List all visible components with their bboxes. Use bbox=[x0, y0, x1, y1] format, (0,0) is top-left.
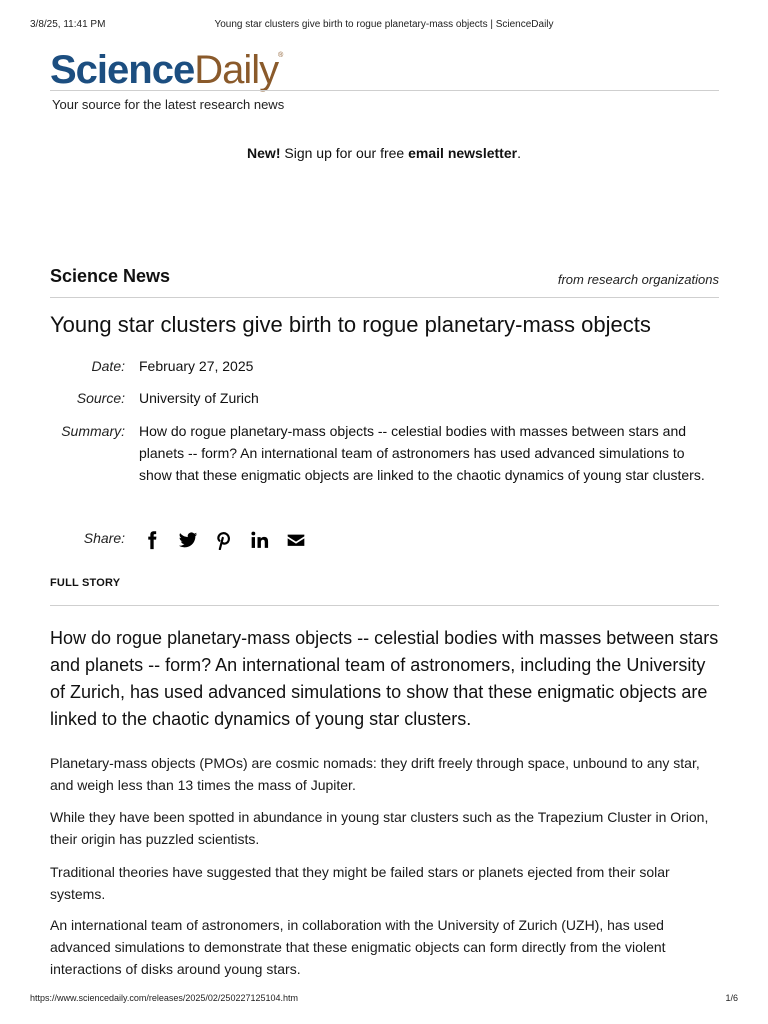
summary-label: Summary: bbox=[61, 423, 125, 439]
article-date: February 27, 2025 bbox=[139, 358, 254, 374]
share-bar bbox=[141, 529, 307, 551]
full-story-divider bbox=[50, 605, 719, 606]
newsletter-promo bbox=[0, 145, 768, 161]
sciencedaily-logo[interactable] bbox=[50, 46, 283, 94]
article-paragraph: While they have been spotted in abundance in young star clusters such as the Trapezium Cluster in Orion, their origin has puzzled scientists. bbox=[50, 809, 709, 847]
newsletter-link[interactable]: email newsletter bbox=[408, 145, 518, 161]
logo-science-text: Science bbox=[50, 48, 195, 92]
twitter-icon[interactable] bbox=[177, 529, 199, 551]
section-divider bbox=[50, 297, 719, 298]
article-source[interactable]: University of Zurich bbox=[139, 390, 259, 406]
print-page-number: 1/6 bbox=[725, 993, 738, 1003]
header-divider bbox=[50, 90, 719, 91]
section-subtitle: from research organizations bbox=[557, 272, 719, 287]
article-lead: How do rogue planetary-mass objects -- celestial bodies with masses between stars and planets -- form? An international team of astronomers, including the University of Zurich, has used advanced simulations to show that these enigmatic objects are linked to the chaotic dynamics of young star clusters. bbox=[50, 628, 719, 729]
facebook-icon[interactable] bbox=[141, 529, 163, 551]
article-paragraph: Planetary-mass objects (PMOs) are cosmic nomads: they drift freely through space, unbound to any star, and weigh less than 13 times the mass of Jupiter. bbox=[50, 755, 700, 793]
full-story-label: FULL STORY bbox=[50, 577, 121, 589]
linkedin-icon[interactable] bbox=[249, 529, 271, 551]
print-timestamp: 3/8/25, 11:41 PM bbox=[30, 19, 106, 30]
article-summary: How do rogue planetary-mass objects -- celestial bodies with masses between stars and planets -- form? An international team of astronomers has used advanced simulations to show that these enigmatic objects are linked to the chaotic dynamics of young star clusters. bbox=[139, 423, 705, 483]
newsletter-text: Sign up for our free bbox=[280, 145, 409, 161]
logo-daily-text: Daily bbox=[194, 48, 279, 92]
article-paragraph: An international team of astronomers, in collaboration with the University of Zurich (UZH), has used advanced simulations to demonstrate that these enigmatic objects can form directly from the violent interactions of disks around young stars. bbox=[50, 917, 666, 977]
share-label: Share: bbox=[83, 530, 125, 546]
source-label: Source: bbox=[76, 390, 125, 406]
date-label: Date: bbox=[91, 358, 125, 374]
site-tagline: Your source for the latest research news bbox=[52, 97, 285, 112]
print-page-title: Young star clusters give birth to rogue planetary-mass objects | ScienceDaily bbox=[214, 19, 554, 30]
logo-registered-mark: ® bbox=[278, 52, 284, 59]
section-title: Science News bbox=[50, 266, 171, 286]
article-paragraph: Traditional theories have suggested that they might be failed stars or planets ejected from their solar systems. bbox=[50, 864, 670, 902]
article-headline: Young star clusters give birth to rogue planetary-mass objects bbox=[50, 312, 651, 337]
pinterest-icon[interactable] bbox=[213, 529, 235, 551]
email-icon[interactable] bbox=[285, 529, 307, 551]
newsletter-new-label: New! bbox=[247, 145, 281, 161]
print-url: https://www.sciencedaily.com/releases/2025/02/250227125104.htm bbox=[30, 993, 298, 1003]
newsletter-end: . bbox=[517, 145, 521, 161]
